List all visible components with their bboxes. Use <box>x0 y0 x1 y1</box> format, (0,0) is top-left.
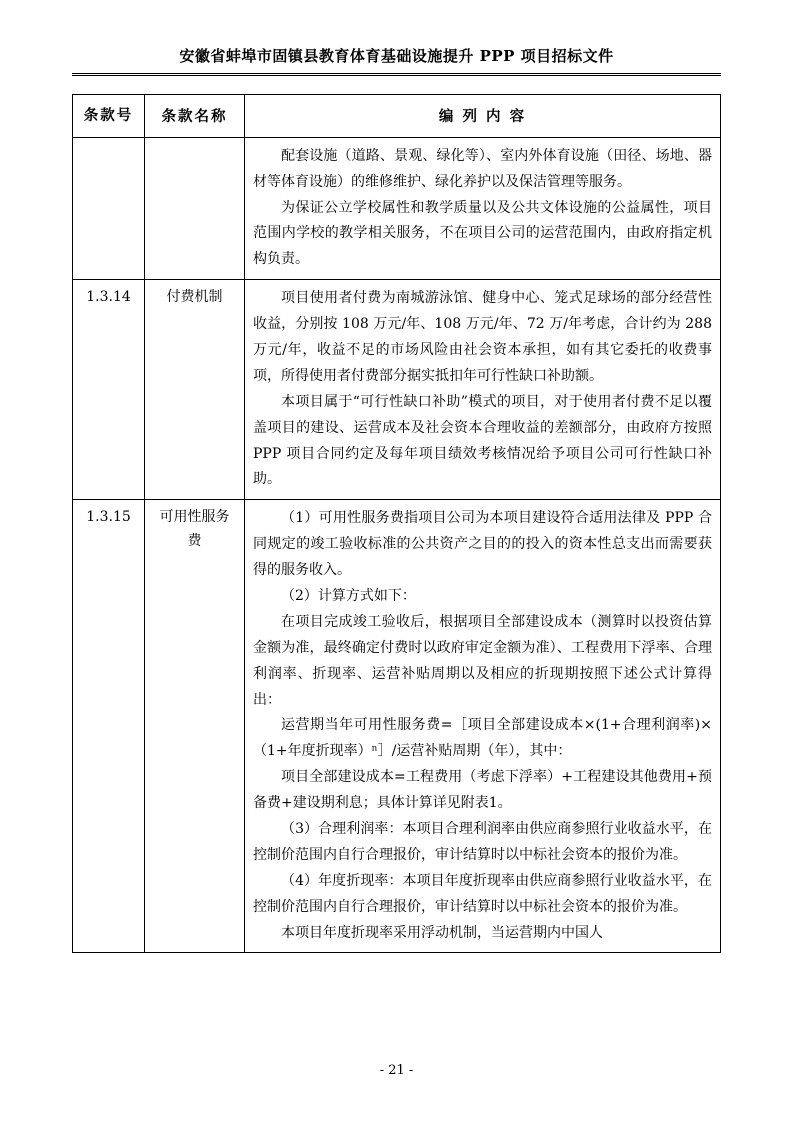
clause-paragraph: 项目全部建设成本=工程费用（考虑下浮率）+工程建设其他费用+预备费+建设期利息；具体计算详见附表1。 <box>253 769 712 812</box>
clause-name <box>145 137 245 279</box>
clause-paragraph: （4）年度折现率：本项目年度折现率由供应商参照行业收益水平，在控制价范围内自行合理报价，审计结算时以中标社会资本的报价为准。 <box>253 872 712 915</box>
clause-name: 付费机制 <box>145 280 245 500</box>
clause-paragraph: 为保证公立学校属性和教学质量以及公共文体设施的公益属性，项目范围内学校的教学相关服务，不在项目公司的运营范围内，由政府指定机构负责。 <box>253 199 712 268</box>
clause-paragraph: （3）合理利润率：本项目合理利润率由供应商参照行业收益水平，在控制价范围内自行合理报价，审计结算时以中标社会资本的报价为准。 <box>253 821 712 863</box>
table-row <box>73 500 721 953</box>
clause-paragraph: 本项目属于“可行性缺口补助”模式的项目，对于使用者付费不足以覆盖项目的建设、运营成本及社会资本合理收益的差额部分，由政府方按照 PPP 项目合同约定及每年项目绩效考核情况给予项目公司可行性缺口补助。 <box>253 393 712 488</box>
clause-content <box>245 137 721 279</box>
header-divider <box>72 73 721 76</box>
clause-paragraph: 配套设施（道路、景观、绿化等）、室内外体育设施（田径、场地、器材等体育设施）的维修维护、绿化养护以及保洁管理等服务。 <box>253 147 712 190</box>
clause-number: 1.3.14 <box>73 280 145 500</box>
clause-name: 可用性服务费 <box>145 500 245 953</box>
clause-number: 1.3.15 <box>73 500 145 953</box>
table-row <box>73 280 721 500</box>
clause-paragraph: （2）计算方式如下： <box>281 588 416 604</box>
clause-paragraph: 本项目年度折现率采用浮动机制，当运营期内中国人 <box>281 924 603 941</box>
clause-paragraph: （1）可用性服务费指项目公司为本项目建设符合适用法律及 PPP 合同规定的竣工验收标准的公共资产之目的的投入的资本性总支出而需要获得的服务收入。 <box>253 510 712 579</box>
column-header-name: 条款名称 <box>145 95 245 138</box>
table-body <box>73 137 721 953</box>
page-header-title: 安徽省蚌埠市固镇县教育体育基础设施提升 PPP 项目招标文件 <box>179 47 614 65</box>
column-header-number: 条款号 <box>73 95 145 138</box>
clause-paragraph: 在项目完成竣工验收后，根据项目全部建设成本（测算时以投资估算金额为准，最终确定付费时以政府审定金额为准）、工程费用下浮率、合理利润率、折现率、运营补贴周期以及相应的折现期按照下述公式计算得出： <box>253 613 712 708</box>
table-header-row <box>73 95 721 138</box>
clause-number <box>73 137 145 279</box>
clause-paragraph: 项目使用者付费为南城游泳馆、健身中心、笼式足球场的部分经营性收益，分别按 108 万元/年、108 万元/年、72 万/年考虑，合计约为 288 万元/年，收益不足的市场风险由社会资本承担，如有其它委托的收费事项，所得使用者付费部分据实抵扣年可行性缺口补助额。 <box>253 290 712 384</box>
clause-paragraph: 运营期当年可用性服务费=［项目全部建设成本×(1+合理利润率)×（1+年度折现率）ⁿ］/运营补贴周期（年），其中： <box>253 717 712 760</box>
table-header <box>73 95 721 138</box>
clause-content <box>245 280 721 500</box>
column-header-content: 编 列 内 容 <box>245 95 721 138</box>
table-row <box>73 137 721 279</box>
clauses-table <box>72 94 721 953</box>
clause-content <box>245 500 721 953</box>
page-number: - 21 - <box>379 1063 414 1078</box>
